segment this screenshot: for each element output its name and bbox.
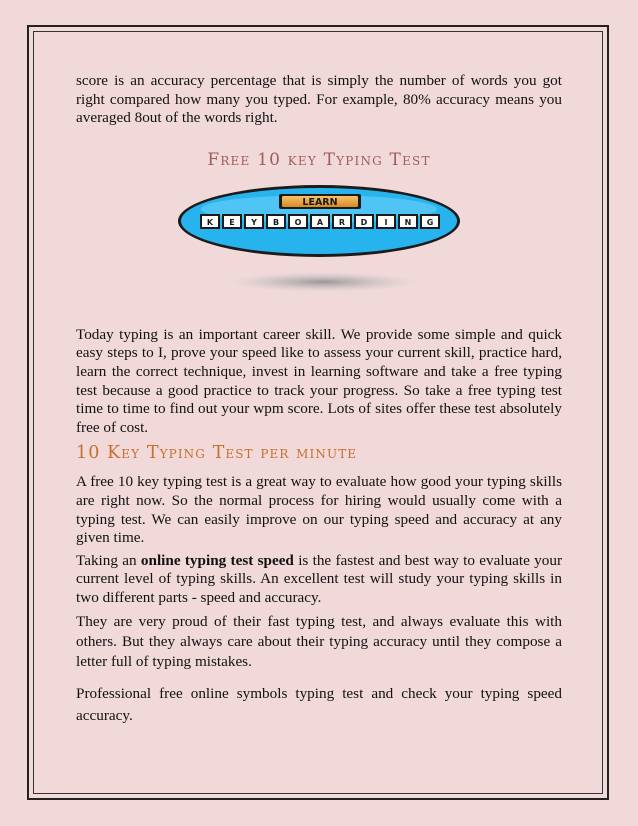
letter-key-label: N — [404, 217, 412, 227]
keyboarding-letter-keys — [200, 214, 440, 229]
letter-key-label: B — [272, 217, 280, 227]
intro-paragraph: score is an accuracy percentage that is simply the number of words you got right compared how many you typed. For example, 80% accuracy means you averaged 8out of the words right. — [76, 72, 562, 127]
paragraph-free-test: A free 10 key typing test is a great way to evaluate how good your typing skills are right now. So the normal process for hiring would usually come with a typing test. We can easily improve on our typing speed and accuracy at any given time. — [76, 473, 562, 547]
document-body — [76, 72, 562, 727]
learn-keyboarding-image — [76, 184, 562, 294]
online-typing-test-speed-text: online typing test speed — [140, 551, 294, 569]
letter-key-label: D — [360, 217, 368, 227]
para3-pre: Taking an — [76, 551, 141, 569]
letter-key-label: I — [384, 217, 388, 227]
heading-free-10-key-typing-test: Free 10 key Typing Test — [207, 149, 431, 170]
para3-post: is the fastest and best way to evaluate your current level of typing skills. An excellent test will study your typing skills in two different parts - speed and accuracy. — [76, 551, 563, 606]
learn-text: LEARN — [302, 196, 338, 208]
paragraph-professional: Professional free online symbols typing test and check your typing speed accuracy. — [76, 684, 562, 724]
letter-key-label: G — [426, 217, 434, 227]
paragraph-online-test — [76, 552, 562, 608]
letter-key-label: A — [316, 217, 324, 227]
keyboarding-logo — [76, 184, 562, 294]
heading-10-key-typing-test-per-minute: 10 Key Typing Test per minute — [76, 443, 358, 464]
letter-key-label: R — [338, 217, 346, 227]
letter-key-label: E — [229, 217, 235, 227]
letter-key-label: K — [206, 217, 214, 227]
paragraph-proud: They are very proud of their fast typing test, and always evaluate this with others. But they always care about their typing accuracy until they compose a letter full of typing mistakes. — [76, 612, 562, 671]
letter-key-label: O — [294, 217, 302, 227]
logo-shadow — [228, 272, 418, 292]
paragraph-career-skill: Today typing is an important career skill. We provide some simple and quick easy steps to I, prove your speed like to assess your current skill, practice hard, learn the correct technique, invest in learning software and take a free typing test because a good practice to track your progress. So take a free typing test time to time to find out your wpm score. Lots of sites offer these test absolutely free of cost. — [76, 325, 562, 436]
letter-key-label: Y — [251, 217, 257, 227]
